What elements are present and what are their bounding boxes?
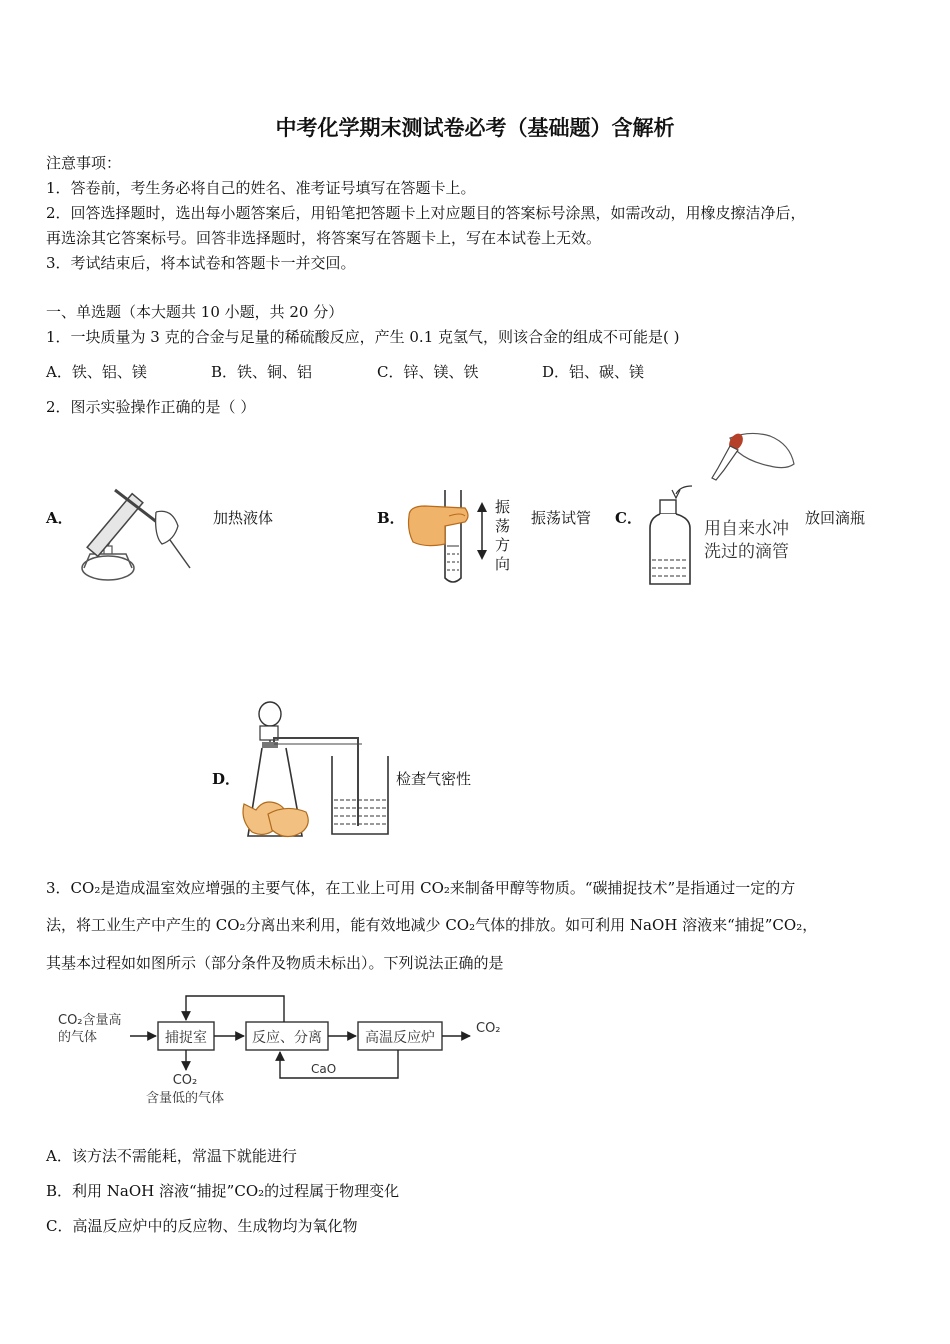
notice-item-1: 1．答卷前，考生务必将自己的姓名、准考证号填写在答题卡上。 [46, 179, 476, 197]
q3-option-b: B．利用 NaOH 溶液“捕捉”CO₂的过程属于物理变化 [46, 1182, 400, 1200]
shaking-tube-figure [405, 486, 495, 588]
q3-line-2: 法，将工业生产中产生的 CO₂分离出来利用，能有效地减少 CO₂气体的排放。如可利用 NaOH 溶液来“捕捉”CO₂， [46, 916, 818, 934]
q1-option-c: C．锌、镁、铁 [377, 363, 479, 381]
arrow-text-4: 向 [495, 555, 511, 573]
section-heading: 一、单选题（本大题共 10 小题，共 20 分） [46, 303, 344, 321]
notice-item-2-cont: 再选涂其它答案标号。回答非选择题时，将答案写在答题卡上，写在本试卷上无效。 [46, 229, 602, 247]
flow-bottom-line-2: 含量低的气体 [146, 1091, 225, 1106]
q1-stem: 1．一块质量为 3 克的合金与足量的稀硫酸反应，产生 0.1 克氢气，则该合金的组成不可能是( ) [46, 328, 680, 346]
notice-item-3: 3．考试结束后，将本试卷和答题卡一并交回。 [46, 254, 356, 272]
flow-input-line-1: CO₂含量高 [58, 1013, 122, 1028]
q2-a-letter: A． [46, 509, 73, 527]
q3-option-c: C．高温反应炉中的反应物、生成物均为氧化物 [46, 1217, 358, 1235]
q2-c-note [704, 518, 789, 564]
arrow-text-1: 振 [495, 498, 511, 516]
q2-d-caption: 检查气密性 [396, 770, 472, 788]
flow-input [58, 1012, 122, 1046]
q2-b-arrow-text [495, 498, 515, 574]
flow-capture-chamber: 捕捉室 [165, 1030, 207, 1046]
flow-furnace: 高温反应炉 [365, 1030, 435, 1046]
q3-line-3: 其基本过程如如图所示（部分条件及物质未标出）。下列说法正确的是 [46, 954, 504, 972]
q3-option-a: A．该方法不需能耗，常温下就能进行 [46, 1147, 297, 1165]
page-title: 中考化学期末测试卷必考（基础题）含解析 [275, 116, 675, 140]
q2-c-caption: 放回滴瓶 [805, 509, 866, 527]
flow-reaction-separation: 反应、分离 [252, 1030, 322, 1046]
q2-c-letter: C． [615, 509, 642, 527]
airtightness-check-figure [238, 700, 398, 850]
q2-stem: 2．图示实验操作正确的是（ ） [46, 398, 256, 416]
notice-item-2: 2．回答选择题时，选出每小题答案后，用铅笔把答题卡上对应题目的答案标号涂黑，如需改动，用橡皮擦洁净后， [46, 204, 806, 222]
q2-b-caption: 振荡试管 [531, 509, 592, 527]
flow-bottom-line-1: CO₂ [172, 1073, 198, 1088]
carbon-capture-flowchart [40, 990, 520, 1115]
q2-d-letter: D． [212, 770, 241, 788]
arrow-text-2: 荡 [495, 517, 511, 535]
q1-option-b: B．铁、铜、铝 [211, 363, 313, 381]
dropper-bottle-figure [640, 428, 800, 590]
q1-option-d: D．铝、碳、镁 [542, 363, 645, 381]
q1-option-a: A．铁、铝、镁 [46, 363, 147, 381]
flow-recycle: CaO [311, 1062, 337, 1076]
q3-line-1: 3．CO₂是造成温室效应增强的主要气体，在工业上可用 CO₂来制备甲醇等物质。“碳捕捉技术”是指通过一定的方 [46, 879, 796, 897]
flow-bottom [146, 1072, 224, 1108]
q2-b-letter: B． [377, 509, 405, 527]
arrow-text-3: 方 [495, 536, 511, 554]
flow-input-line-2: 的气体 [58, 1030, 98, 1045]
c-note-line-1: 用自来水冲 [704, 519, 789, 539]
heating-liquid-figure [70, 470, 205, 590]
notice-heading: 注意事项： [46, 154, 122, 172]
c-note-line-2: 洗过的滴管 [704, 542, 789, 562]
flow-output: CO₂ [476, 1021, 501, 1036]
q2-a-caption: 加热液体 [213, 509, 274, 527]
